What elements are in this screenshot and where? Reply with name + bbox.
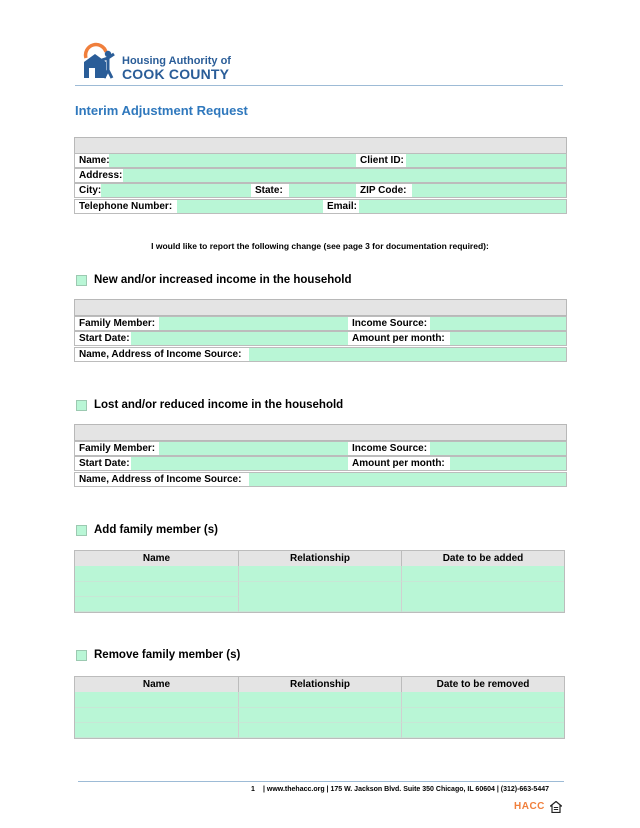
equal-housing-icon — [550, 800, 562, 812]
remove-col-date: Date to be removed — [402, 677, 564, 692]
email-field[interactable] — [360, 200, 566, 213]
remove-col-name: Name — [75, 677, 239, 692]
lost-income-title: Lost and/or reduced income in the household — [94, 399, 344, 411]
remove-name-cell-2[interactable] — [75, 708, 239, 723]
add-date-cell-1[interactable] — [402, 566, 564, 582]
remove-name-cell-3[interactable] — [75, 723, 239, 738]
add-name-cell-3[interactable] — [75, 597, 239, 612]
remove-relationship-cell-1[interactable] — [239, 692, 402, 708]
add-name-cell-2[interactable] — [75, 582, 239, 597]
footer-divider — [78, 781, 564, 782]
lost-family-member-field[interactable] — [160, 442, 347, 455]
header-divider — [75, 85, 563, 86]
lost-name-address-field[interactable] — [250, 473, 566, 486]
org-name-line2: COOK COUNTY — [122, 66, 230, 82]
add-col-name: Name — [75, 551, 239, 566]
client-id-label: Client ID: — [356, 154, 410, 167]
new-name-address-label: Name, Address of Income Source: — [75, 348, 249, 361]
lost-start-date-label: Start Date: — [75, 457, 131, 470]
add-col-relationship: Relationship — [239, 551, 402, 566]
client-row-address — [74, 168, 567, 183]
city-label: City: — [75, 184, 101, 197]
footer-contact: | www.thehacc.org | 175 W. Jackson Blvd. Suite 350 Chicago, IL 60604 | (312)-663-5447 — [263, 786, 549, 793]
address-label: Address: — [75, 169, 123, 182]
page-number: 1 — [251, 786, 255, 793]
add-member-table — [74, 550, 565, 613]
lost-income-checkbox[interactable] — [76, 400, 87, 411]
lost-name-address-label: Name, Address of Income Source: — [75, 473, 249, 486]
city-field[interactable] — [102, 184, 250, 197]
new-income-title: New and/or increased income in the household — [94, 274, 352, 286]
lost-income-source-field[interactable] — [431, 442, 566, 455]
house-logo-icon — [82, 42, 118, 80]
form-title: Interim Adjustment Request — [75, 103, 248, 118]
telephone-label: Telephone Number: — [75, 200, 177, 213]
new-amount-field[interactable] — [451, 332, 566, 345]
new-start-date-field[interactable] — [132, 332, 347, 345]
add-col-date: Date to be added — [402, 551, 564, 566]
client-id-field[interactable] — [406, 154, 566, 167]
lost-amount-field[interactable] — [451, 457, 566, 470]
remove-date-cell-3[interactable] — [402, 723, 564, 738]
telephone-field[interactable] — [178, 200, 322, 213]
client-row-city — [74, 183, 567, 198]
remove-relationship-cell-2[interactable] — [239, 708, 402, 723]
add-member-checkbox[interactable] — [76, 525, 87, 536]
lost-income-row-3 — [74, 472, 567, 487]
remove-member-title: Remove family member (s) — [94, 649, 241, 661]
footer-brand: HACC — [514, 801, 545, 812]
new-income-checkbox[interactable] — [76, 275, 87, 286]
lost-income-header-bar — [74, 424, 567, 441]
remove-date-cell-1[interactable] — [402, 692, 564, 708]
logo — [82, 42, 118, 80]
address-field[interactable] — [124, 169, 566, 182]
new-income-source-field[interactable] — [431, 317, 566, 330]
email-label: Email: — [323, 200, 359, 213]
new-name-address-field[interactable] — [250, 348, 566, 361]
client-info-header-bar — [74, 137, 567, 154]
new-income-row-2 — [74, 331, 567, 346]
state-field[interactable] — [290, 184, 354, 197]
new-family-member-field[interactable] — [160, 317, 347, 330]
lost-income-row-2 — [74, 456, 567, 471]
intro-text: I would like to report the following change (see page 3 for documentation required): — [151, 241, 489, 251]
zip-label: ZIP Code: — [356, 184, 412, 197]
lost-income-row-1 — [74, 441, 567, 456]
add-relationship-cell-2[interactable] — [239, 582, 402, 612]
lost-family-member-label: Family Member: — [75, 442, 159, 455]
state-label: State: — [251, 184, 289, 197]
new-family-member-label: Family Member: — [75, 317, 159, 330]
add-name-cell-1[interactable] — [75, 566, 239, 582]
new-income-row-3 — [74, 347, 567, 362]
lost-amount-label: Amount per month: — [348, 457, 450, 470]
client-row-name — [74, 153, 567, 168]
remove-date-cell-2[interactable] — [402, 708, 564, 723]
remove-col-relationship: Relationship — [239, 677, 402, 692]
remove-member-checkbox[interactable] — [76, 650, 87, 661]
add-date-cell-2[interactable] — [402, 582, 564, 612]
remove-name-cell-1[interactable] — [75, 692, 239, 708]
remove-relationship-cell-3[interactable] — [239, 723, 402, 738]
new-amount-label: Amount per month: — [348, 332, 450, 345]
new-income-header-bar — [74, 299, 567, 316]
add-member-title: Add family member (s) — [94, 524, 218, 536]
remove-member-table — [74, 676, 565, 739]
lost-start-date-field[interactable] — [132, 457, 347, 470]
lost-income-source-label: Income Source: — [348, 442, 430, 455]
zip-field[interactable] — [413, 184, 566, 197]
new-income-source-label: Income Source: — [348, 317, 430, 330]
add-relationship-cell-1[interactable] — [239, 566, 402, 582]
org-name-line1: Housing Authority of — [122, 55, 231, 67]
name-label: Name: — [75, 154, 109, 167]
client-row-telephone — [74, 199, 567, 214]
new-income-row-1 — [74, 316, 567, 331]
new-start-date-label: Start Date: — [75, 332, 131, 345]
